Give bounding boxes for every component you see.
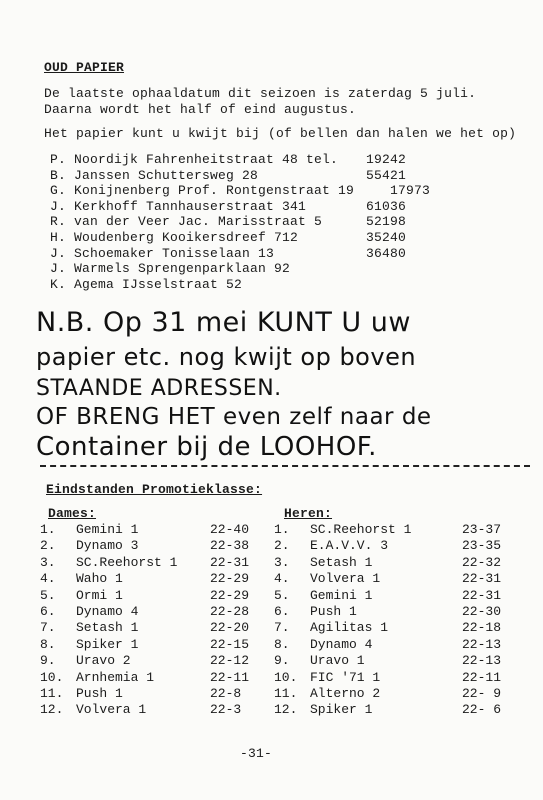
standings-team: Setash 1 <box>76 620 139 636</box>
intro-line-1: De laatste ophaaldatum dit seizoen is zaterdag 5 juli. <box>44 86 477 101</box>
standings-score: 22-8 <box>210 686 242 701</box>
standings-score: 22-32 <box>462 554 502 570</box>
address-tel: 52198 <box>366 214 407 230</box>
standings-team: Spiker 1 <box>310 702 373 718</box>
standings-score: 22-20 <box>210 620 250 636</box>
standings-title: Eindstanden Promotieklasse: <box>46 482 263 497</box>
standings-score: 22-18 <box>462 620 502 636</box>
standings-team: Arnhemia 1 <box>76 669 155 685</box>
standings-team: Alterno 2 <box>310 686 381 701</box>
standings-position: 3. <box>40 554 56 570</box>
standings-position: 2. <box>274 538 290 554</box>
standings-score: 22-12 <box>210 653 250 669</box>
standings-score: 22- 9 <box>462 686 502 701</box>
handwritten-note-line-4: OF BRENG HET even zelf naar de <box>36 404 432 430</box>
standings-score: 22-11 <box>462 669 502 685</box>
intro-line-3: Het papier kunt u kwijt bij (of bellen dan halen we het op) <box>44 126 517 141</box>
standings-score: 23-35 <box>462 538 502 554</box>
standings-team: Dynamo 4 <box>310 636 373 652</box>
standings-position: 12. <box>274 702 298 718</box>
standings-position: 2. <box>40 538 56 554</box>
address-name: R. van der Veer Jac. Marisstraat 5 <box>50 214 323 230</box>
standings-position: 5. <box>274 587 290 603</box>
section-title: OUD PAPIER <box>44 60 125 75</box>
handwritten-note-line-2: papier etc. nog kwijt op boven <box>36 343 417 371</box>
standings-team: Push 1 <box>76 686 123 701</box>
address-name: J. Warmels Sprengenparklaan 92 <box>50 261 291 277</box>
standings-position: 9. <box>274 653 290 669</box>
standings-team: Ormi 1 <box>76 587 123 603</box>
dames-header: Dames: <box>48 506 97 521</box>
standings-team: FIC '71 1 <box>310 669 381 685</box>
standings-position: 9. <box>40 653 56 669</box>
standings-position: 6. <box>274 604 290 619</box>
address-tel: 36480 <box>366 245 407 261</box>
standings-team: Uravo 2 <box>76 653 131 669</box>
standings-score: 22-29 <box>210 571 250 587</box>
standings-team: Volvera 1 <box>310 571 381 587</box>
standings-team: Agilitas 1 <box>310 620 389 636</box>
handwritten-note-line-1: N.B. Op 31 mei KUNT U uw <box>36 307 411 338</box>
address-name: J. Kerkhoff Tannhauserstraat 341 <box>50 198 307 214</box>
handwritten-note-line-5: Container bij de LOOHOF. <box>36 432 377 462</box>
standings-team: Gemini 1 <box>76 522 139 537</box>
standings-team: E.A.V.V. 3 <box>310 538 389 554</box>
standings-team: Setash 1 <box>310 554 373 570</box>
standings-position: 10. <box>274 669 298 685</box>
standings-team: SC.Reehorst 1 <box>76 554 178 570</box>
standings-score: 22-31 <box>462 587 502 603</box>
address-name: J. Schoemaker Tonisselaan 13 <box>50 245 275 261</box>
heren-header: Heren: <box>284 506 333 521</box>
standings-position: 11. <box>40 686 64 701</box>
address-name: P. Noordijk Fahrenheitstraat 48 tel. <box>50 152 339 167</box>
standings-position: 12. <box>40 702 64 718</box>
standings-position: 1. <box>40 522 56 537</box>
standings-team: Dynamo 4 <box>76 604 139 619</box>
standings-score: 22-3 <box>210 702 242 718</box>
standings-score: 22-15 <box>210 636 250 652</box>
standings-team: Dynamo 3 <box>76 538 139 554</box>
standings-position: 4. <box>274 571 290 587</box>
address-tel: 17973 <box>390 183 431 199</box>
standings-team: Gemini 1 <box>310 587 373 603</box>
standings-position: 7. <box>40 620 56 636</box>
standings-score: 22-11 <box>210 669 250 685</box>
standings-position: 4. <box>40 571 56 587</box>
standings-position: 6. <box>40 604 56 619</box>
standings-score: 22-29 <box>210 587 250 603</box>
standings-score: 22-31 <box>462 571 502 587</box>
standings-score: 22-31 <box>210 554 250 570</box>
divider <box>40 465 530 467</box>
standings-team: Push 1 <box>310 604 357 619</box>
address-tel: 19242 <box>366 152 407 167</box>
standings-score: 22-28 <box>210 604 250 619</box>
standings-score: 22- 6 <box>462 702 502 718</box>
standings-position: 10. <box>40 669 64 685</box>
standings-team: Waho 1 <box>76 571 123 587</box>
address-tel: 35240 <box>366 230 407 245</box>
handwritten-note-line-3: STAANDE ADRESSEN. <box>36 376 282 401</box>
standings-score: 22-38 <box>210 538 250 554</box>
address-name: H. Woudenberg Kooikersdreef 712 <box>50 230 299 245</box>
page-number: -31- <box>240 746 273 761</box>
standings-position: 1. <box>274 522 290 537</box>
address-tel: 55421 <box>366 167 407 183</box>
standings-position: 8. <box>274 636 290 652</box>
standings-position: 11. <box>274 686 298 701</box>
standings-score: 22-40 <box>210 522 250 537</box>
address-name: B. Janssen Schuttersweg 28 <box>50 167 259 183</box>
standings-team: Spiker 1 <box>76 636 139 652</box>
standings-position: 3. <box>274 554 290 570</box>
address-name: G. Konijnenberg Prof. Rontgenstraat 19 <box>50 183 355 199</box>
standings-score: 22-13 <box>462 653 502 669</box>
address-tel: 61036 <box>366 198 407 214</box>
standings-team: Volvera 1 <box>76 702 147 718</box>
standings-score: 23-37 <box>462 522 502 537</box>
standings-score: 22-30 <box>462 604 502 619</box>
standings-position: 7. <box>274 620 290 636</box>
standings-team: SC.Reehorst 1 <box>310 522 412 537</box>
intro-line-2: Daarna wordt het half of eind augustus. <box>44 102 357 117</box>
standings-position: 8. <box>40 636 56 652</box>
standings-team: Uravo 1 <box>310 653 365 669</box>
standings-position: 5. <box>40 587 56 603</box>
address-name: K. Agema IJsselstraat 52 <box>50 276 243 292</box>
standings-score: 22-13 <box>462 636 502 652</box>
